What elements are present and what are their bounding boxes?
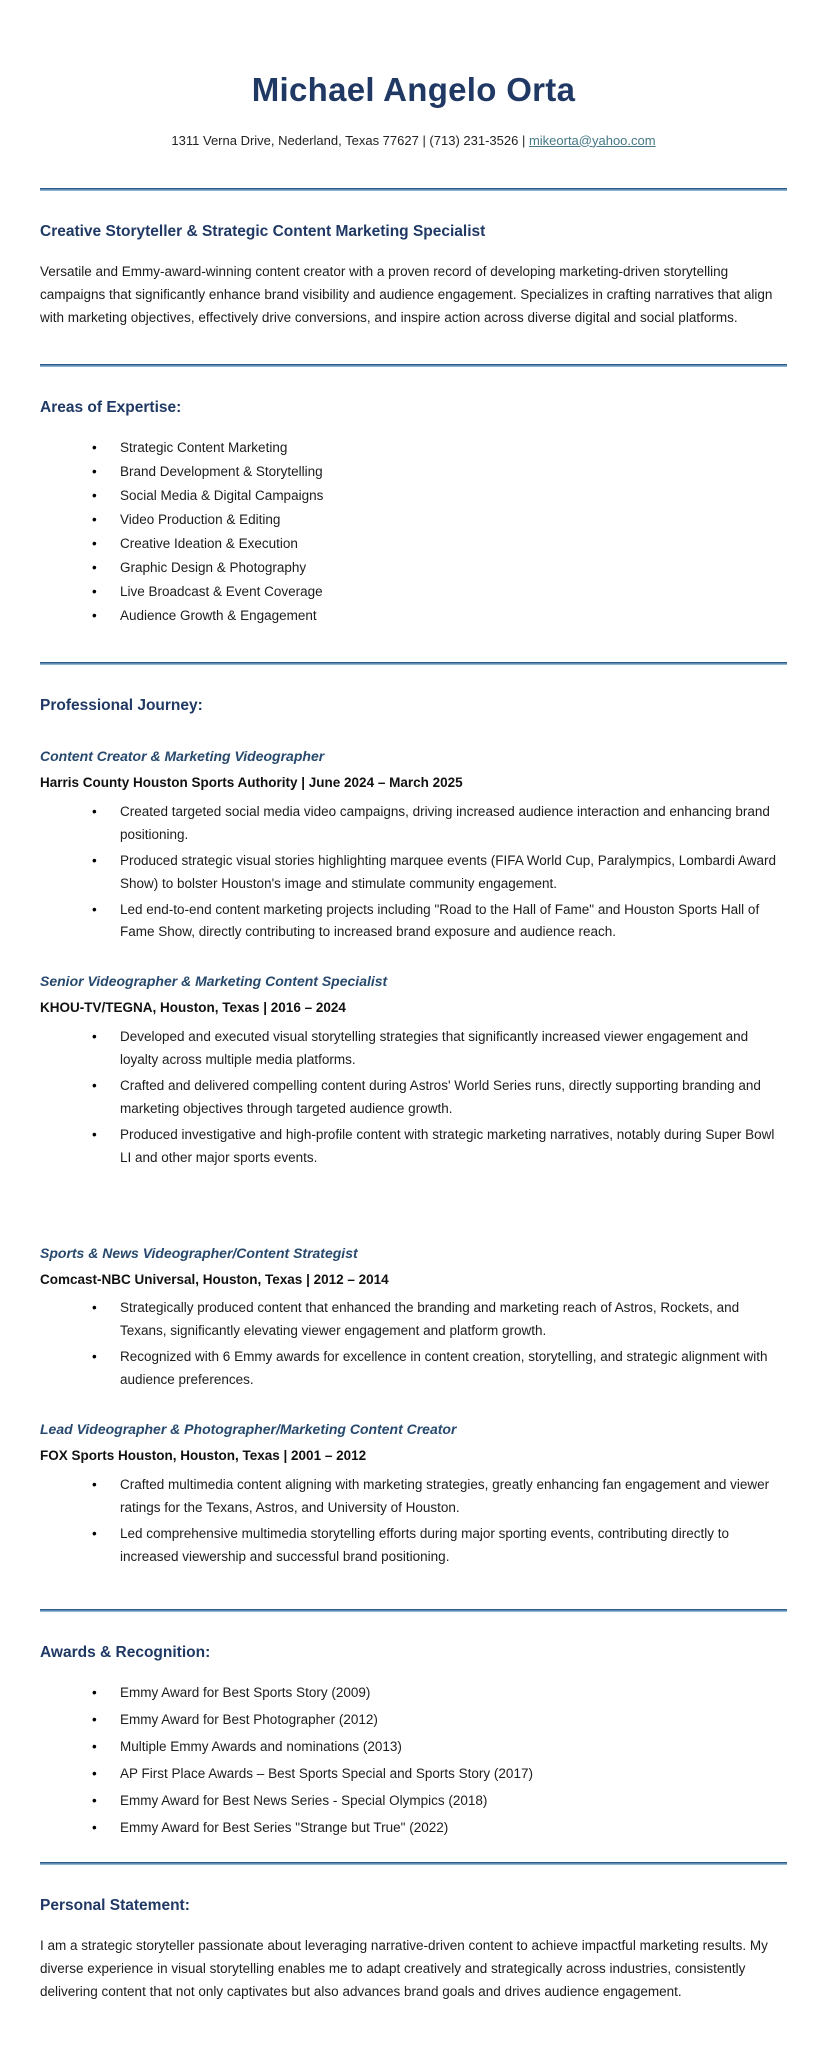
list-item: • Emmy Award for Best Photographer (2012) xyxy=(106,1709,787,1732)
list-item: • Brand Development & Storytelling xyxy=(106,461,787,484)
document-header xyxy=(40,70,787,152)
job-title: Senior Videographer & Marketing Content Specialist xyxy=(40,973,388,990)
contact-address-phone: 1311 Verna Drive, Nederland, Texas 77627 | (713) 231-3526 | xyxy=(171,132,529,148)
personal-statement-section xyxy=(40,1893,787,2004)
list-item: • Led end-to-end content marketing projects including "Road to the Hall of Fame" and Houston Sports Hall of Fame Show, directly contributing to increased brand exposure and audience reach. xyxy=(106,899,787,945)
journey-section xyxy=(40,693,787,1569)
list-item: • Video Production & Editing xyxy=(106,509,787,532)
summary-section xyxy=(40,219,787,330)
job-title: Content Creator & Marketing Videographer xyxy=(40,748,325,765)
list-item: • Emmy Award for Best News Series - Special Olympics (2018) xyxy=(106,1790,787,1813)
expertise-section xyxy=(40,395,787,628)
expertise-heading: Areas of Expertise: xyxy=(40,398,182,416)
job-company-dates: KHOU-TV/TEGNA, Houston, Texas | 2016 – 2024 xyxy=(40,1000,346,1016)
job-bullet-list xyxy=(40,1474,787,1569)
list-item: • Strategic Content Marketing xyxy=(106,437,787,460)
section-divider xyxy=(40,364,787,367)
email-link[interactable]: mikeorta@yahoo.com xyxy=(528,132,656,148)
awards-section xyxy=(40,1640,787,1840)
list-item: • Live Broadcast & Event Coverage xyxy=(106,581,787,604)
list-item: • Recognized with 6 Emmy awards for excellence in content creation, storytelling, and strategic alignment with audience preferences. xyxy=(106,1346,787,1392)
list-item: • Emmy Award for Best Series "Strange but True" (2022) xyxy=(106,1817,787,1840)
list-item: • Strategically produced content that enhanced the branding and marketing reach of Astros, Rockets, and Texans, significantly elevating viewer engagement and platform growth. xyxy=(106,1297,787,1343)
list-item: • Social Media & Digital Campaigns xyxy=(106,485,787,508)
expertise-list xyxy=(40,437,787,628)
person-name: Michael Angelo Orta xyxy=(251,71,576,108)
job-entry xyxy=(40,1242,787,1392)
contact-line xyxy=(40,130,787,152)
job-company-dates: Comcast-NBC Universal, Houston, Texas | 2012 – 2014 xyxy=(40,1271,389,1287)
awards-list xyxy=(40,1682,787,1840)
awards-heading: Awards & Recognition: xyxy=(40,1643,211,1661)
job-title: Sports & News Videographer/Content Strategist xyxy=(40,1244,358,1261)
job-bullet-list xyxy=(40,1026,787,1170)
list-item: • Created targeted social media video campaigns, driving increased audience interaction and enhancing brand positioning. xyxy=(106,801,787,847)
journey-heading: Professional Journey: xyxy=(40,696,203,714)
list-item: • AP First Place Awards – Best Sports Special and Sports Story (2017) xyxy=(106,1763,787,1786)
personal-statement-heading: Personal Statement: xyxy=(40,1896,190,1914)
section-divider xyxy=(40,1609,787,1612)
list-item: • Produced investigative and high-profile content with strategic marketing narratives, notably during Super Bowl LI and other major sports events. xyxy=(106,1124,787,1170)
list-item: • Creative Ideation & Execution xyxy=(106,533,787,556)
section-divider xyxy=(40,1862,787,1865)
list-item: • Developed and executed visual storytelling strategies that significantly increased viewer engagement and loyalty across multiple media platforms. xyxy=(106,1026,787,1072)
personal-statement-paragraph: I am a strategic storyteller passionate about leveraging narrative-driven content to achieve impactful marketing results. My diverse experience in visual storytelling enables me to adapt creatively and strategically across industries, consistently delivering content that not only captivates but also advances brand goals and drives audience engagement. xyxy=(40,1938,768,1999)
list-item: • Crafted multimedia content aligning with marketing strategies, greatly enhancing fan engagement and viewer ratings for the Texans, Astros, and University of Houston. xyxy=(106,1474,787,1520)
job-title: Lead Videographer & Photographer/Marketing Content Creator xyxy=(40,1421,457,1438)
summary-heading: Creative Storyteller & Strategic Content Marketing Specialist xyxy=(40,222,486,240)
section-divider xyxy=(40,188,787,191)
list-item: • Crafted and delivered compelling content during Astros' World Series runs, directly supporting branding and marketing objectives through targeted audience growth. xyxy=(106,1075,787,1121)
list-item: • Multiple Emmy Awards and nominations (2013) xyxy=(106,1736,787,1759)
list-item: • Audience Growth & Engagement xyxy=(106,605,787,628)
job-bullet-list xyxy=(40,801,787,945)
job-entry xyxy=(40,970,787,1169)
list-item: • Produced strategic visual stories highlighting marquee events (FIFA World Cup, Paralympics, Lombardi Award Show) to bolster Houston's image and stimulate community engagement. xyxy=(106,850,787,896)
job-company-dates: Harris County Houston Sports Authority | June 2024 – March 2025 xyxy=(40,774,463,790)
list-item: • Emmy Award for Best Sports Story (2009) xyxy=(106,1682,787,1705)
section-divider xyxy=(40,662,787,665)
list-item: • Led comprehensive multimedia storytelling efforts during major sporting events, contributing directly to increased viewership and successful brand positioning. xyxy=(106,1523,787,1569)
job-company-dates: FOX Sports Houston, Houston, Texas | 2001 – 2012 xyxy=(40,1448,367,1464)
job-bullet-list xyxy=(40,1297,787,1392)
job-entry xyxy=(40,745,787,944)
job-entry xyxy=(40,1418,787,1568)
list-item: • Graphic Design & Photography xyxy=(106,557,787,580)
summary-paragraph: Versatile and Emmy-award-winning content creator with a proven record of developing marketing-driven storytelling campaigns that significantly enhance brand visibility and audience engagement. Specializes in crafting narratives that align with marketing objectives, effectively drive conversions, and inspire action across diverse digital and social platforms. xyxy=(40,264,773,325)
